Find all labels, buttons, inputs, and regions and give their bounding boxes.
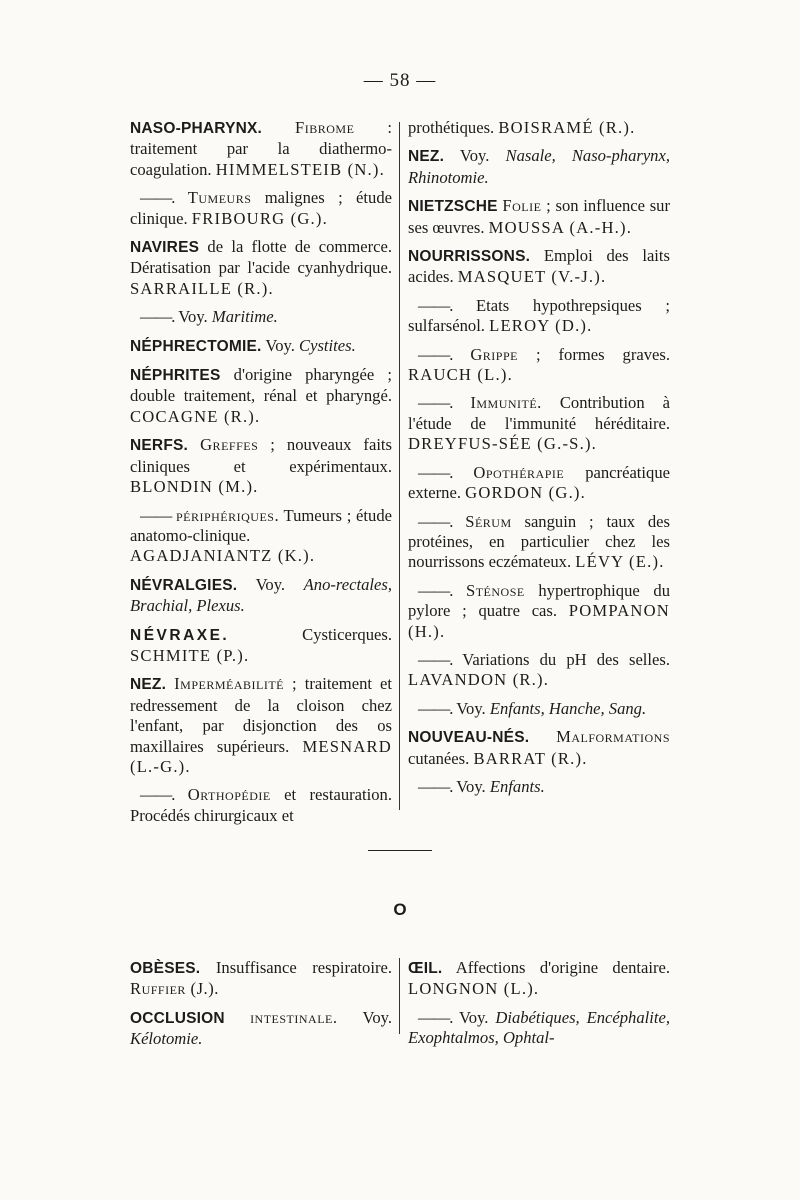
entry-text: Etats hypothrepsiques ; sulfarsénol. xyxy=(408,295,670,336)
section-separator xyxy=(368,850,432,851)
index-entry xyxy=(408,118,670,138)
entry-headword: NÉPHRITES xyxy=(130,367,221,385)
entry-text: ; nouveaux faits cliniques et expérimentaux. xyxy=(130,435,392,476)
entry-dash: ——. xyxy=(418,776,453,796)
entry-author: AGADJANIANTZ (K.). xyxy=(130,546,316,566)
entry-dash: ——. xyxy=(418,295,453,315)
index-entry xyxy=(130,307,392,327)
entry-author: POMPANON (H.). xyxy=(408,601,670,641)
entry-author: LONGNON (L.). xyxy=(408,979,540,999)
entry-text: Insuffisance respiratoire. xyxy=(215,958,392,977)
index-entry xyxy=(130,435,392,497)
entry-author: MOUSSA (A.-H.). xyxy=(488,217,633,237)
entry-dash: —— xyxy=(140,505,172,525)
entry-text: malignes ; étude clinique. xyxy=(130,188,392,228)
entry-topic: périphériques. xyxy=(175,505,280,525)
entry-author: SCHMITE (P.). xyxy=(130,645,250,665)
entry-topic: intestinale. xyxy=(250,1007,338,1027)
entry-text: Voy. xyxy=(337,1007,392,1027)
entry-text: ; traitement et redressement de la cloison chez l'enfant, par disjonction des os maxillaires supérieurs. xyxy=(130,674,392,756)
index-entry xyxy=(130,785,392,826)
entry-headword: NASO-PHARYNX. xyxy=(130,120,263,137)
entry-dash: ——. xyxy=(418,393,453,413)
index-entry xyxy=(408,393,670,454)
left-column-o xyxy=(130,958,392,1058)
entry-topic: Tumeurs xyxy=(187,188,252,208)
entry-text: Voy. xyxy=(178,307,208,327)
entry-topic: Grippe xyxy=(470,344,518,364)
index-entry xyxy=(408,1008,670,1049)
entry-author: LEROY (D.). xyxy=(489,316,593,336)
index-entry xyxy=(408,246,670,288)
index-entry xyxy=(408,777,670,797)
entry-text: Voy. xyxy=(456,698,486,718)
entry-topic: Immunité. xyxy=(470,393,542,413)
entry-dash: ——. xyxy=(418,1007,453,1027)
entry-text: Cysticerques. xyxy=(302,624,392,644)
entry-crossref: Ano-rectales, Brachial, Plexus. xyxy=(130,574,392,616)
entry-headword: NAVIRES xyxy=(130,239,200,257)
index-entry xyxy=(408,581,670,642)
entry-text: de la flotte de commerce. Dératisation par l'acide cyanhydrique. xyxy=(130,237,392,278)
entry-text: Voy. xyxy=(265,335,295,355)
entry-author: MASQUET (V.-J.). xyxy=(457,267,607,287)
index-entry xyxy=(408,146,670,188)
index-entry xyxy=(130,1008,392,1050)
entry-headword: ŒIL. xyxy=(408,960,443,977)
entry-headword: NERFS. xyxy=(130,437,189,455)
entry-dash: ——. xyxy=(418,462,453,482)
column-divider xyxy=(399,122,400,810)
index-entry xyxy=(130,365,392,427)
left-column xyxy=(130,118,392,834)
entry-text: Emploi des laits acides. xyxy=(408,246,670,287)
index-entry xyxy=(130,336,392,357)
entry-author: BLONDIN (M.). xyxy=(130,477,259,497)
entry-headword: NIETZSCHE xyxy=(408,198,498,216)
entry-crossref: Enfants. xyxy=(489,776,545,796)
right-column-o xyxy=(408,958,670,1057)
entry-author: GORDON (G.). xyxy=(465,483,587,503)
entry-text: cutanées. xyxy=(408,748,470,768)
index-entry xyxy=(130,958,392,1000)
entry-dash: ——. xyxy=(418,649,453,669)
index-entry xyxy=(408,650,670,691)
entry-dash: ——. xyxy=(140,307,175,327)
entry-author: LÉVY (E.). xyxy=(575,552,665,572)
entry-crossref: Nasale, Naso-pharynx, Rhinotomie. xyxy=(408,146,670,187)
entry-author: DREYFUS-SÉE (G.-S.). xyxy=(408,434,598,454)
entry-headword: NOUVEAU-NÉS. xyxy=(408,729,530,747)
entry-headword: NÉPHRECTOMIE. xyxy=(130,337,262,355)
entry-text: sanguin ; taux des protéines, en particulier chez les nourrissons eczémateux. xyxy=(408,511,671,572)
entry-headword: OCCLUSION xyxy=(130,1009,225,1027)
index-entry xyxy=(130,237,392,299)
entry-text: Contribution à l'étude de l'immunité héréditaire. xyxy=(408,393,670,433)
index-entry xyxy=(130,506,392,567)
entry-text: ; son influence sur ses œuvres. xyxy=(408,196,670,237)
entry-dash: ——. xyxy=(140,785,175,805)
entry-author: LAVANDON (R.). xyxy=(408,670,550,690)
entry-text: Affections d'origine dentaire. xyxy=(455,958,670,977)
index-entry xyxy=(130,575,392,617)
index-entry xyxy=(408,463,670,504)
entry-topic: Folie xyxy=(502,196,542,216)
entry-headword: NÉVRALGIES. xyxy=(130,576,238,594)
entry-text: Voy. xyxy=(456,776,486,796)
index-entry xyxy=(408,196,670,238)
entry-text: hypertrophique du pylore ; quatre cas. xyxy=(408,580,670,621)
index-entry xyxy=(408,345,670,386)
index-entry xyxy=(130,625,392,667)
entry-text: prothétiques. xyxy=(408,118,495,137)
index-entry xyxy=(130,188,392,229)
entry-text: ; formes graves. xyxy=(517,344,671,364)
entry-crossref: Cystites. xyxy=(299,335,356,355)
entry-text: Voy. xyxy=(459,146,490,166)
entry-author: HIMMELSTEIB (N.). xyxy=(215,159,385,179)
index-entry xyxy=(130,118,392,180)
entry-dash: ——. xyxy=(418,580,453,600)
entry-headword: NEZ. xyxy=(130,676,167,694)
entry-author: COCAGNE (R.). xyxy=(130,406,261,426)
column-divider-o xyxy=(399,958,400,1034)
entry-text: pancréatique externe. xyxy=(408,462,670,503)
entry-text: : traitement par la diathermo-coagulation. xyxy=(130,118,392,179)
index-entry xyxy=(408,958,670,1000)
entry-dash: ——. xyxy=(418,511,453,531)
index-entry xyxy=(408,296,670,337)
entry-topic: Sténose xyxy=(466,580,525,600)
entry-author: BOISRAMÉ (R.). xyxy=(498,118,636,137)
entry-topic: Opothérapie xyxy=(473,462,565,482)
entry-author: BARRAT (R.). xyxy=(473,748,588,768)
entry-topic: Sérum xyxy=(465,511,512,531)
entry-crossref: Kélotomie. xyxy=(130,1029,203,1049)
entry-crossref: Diabétiques, Encéphalite, Exophtalmos, Ophtal- xyxy=(408,1007,670,1048)
entry-dash: ——. xyxy=(418,698,453,718)
entry-author: FRIBOURG (G.). xyxy=(191,208,328,228)
entry-text: Voy. xyxy=(255,574,286,594)
entry-headword: OBÈSES. xyxy=(130,960,201,977)
index-entry xyxy=(408,727,670,769)
right-column xyxy=(408,118,670,805)
entry-headword: NÉVRAXE. xyxy=(130,626,230,644)
entry-text: Variations du pH des selles. xyxy=(462,649,670,669)
entry-author: MESNARD (L.-G.). xyxy=(130,736,392,776)
entry-topic: Malformations xyxy=(556,727,670,747)
entry-crossref: Maritime. xyxy=(211,307,278,327)
index-entry xyxy=(408,512,670,573)
entry-author: Ruffier (J.). xyxy=(130,979,219,999)
entry-text: Tumeurs ; étude anatomo-clinique. xyxy=(130,505,392,545)
entry-author: RAUCH (L.). xyxy=(408,365,513,385)
page-number: — 58 — xyxy=(363,70,437,91)
entry-topic: Orthopédie xyxy=(187,785,271,805)
entry-text: d'origine pharyngée ; double traitement, rénal et pharyngé. xyxy=(130,365,392,406)
section-letter: O xyxy=(393,900,407,919)
entry-crossref: Enfants, Hanche, Sang. xyxy=(489,698,647,718)
entry-headword: NEZ. xyxy=(408,148,445,166)
entry-author: SARRAILLE (R.). xyxy=(130,278,274,298)
entry-dash: ——. xyxy=(418,344,453,364)
entry-topic: Imperméabilité xyxy=(174,674,285,694)
index-entry xyxy=(408,699,670,719)
entry-text: et restauration. Procédés chirurgicaux et xyxy=(130,785,392,825)
entry-dash: ——. xyxy=(140,188,175,208)
index-entry xyxy=(130,674,392,777)
entry-topic: Greffes xyxy=(200,435,259,455)
entry-headword: NOURRISSONS. xyxy=(408,248,531,266)
entry-text: Voy. xyxy=(458,1007,489,1027)
entry-topic: Fibrome xyxy=(295,118,355,137)
